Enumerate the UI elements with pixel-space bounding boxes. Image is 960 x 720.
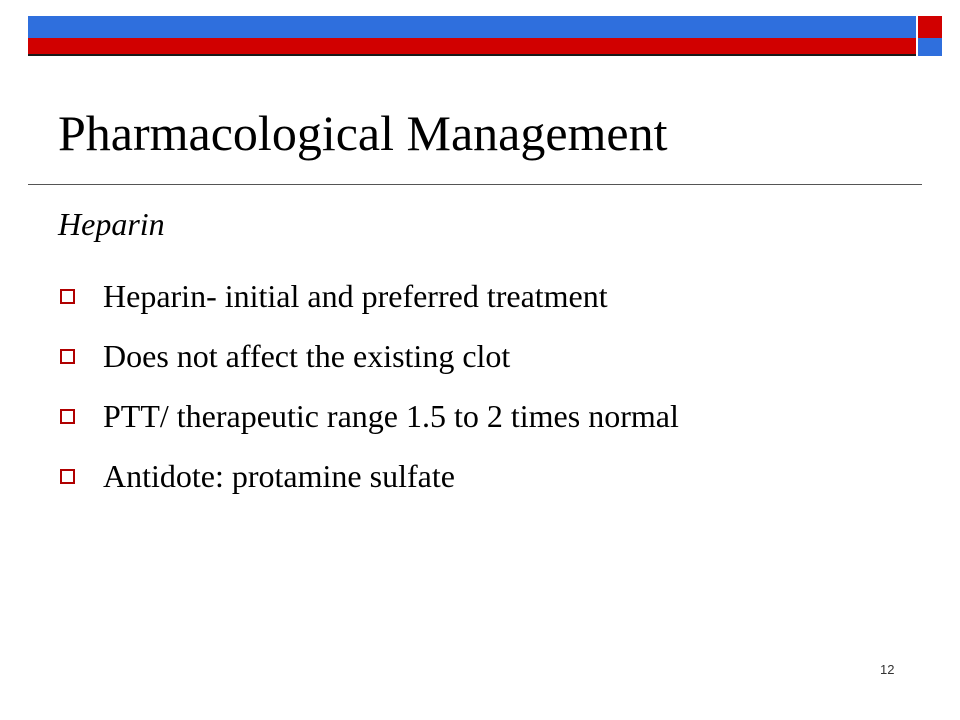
hollow-square-bullet-icon bbox=[60, 409, 75, 424]
slide-title: Pharmacological Management bbox=[58, 105, 668, 161]
bullet-list bbox=[60, 266, 679, 506]
slide-subheading: Heparin bbox=[58, 206, 165, 242]
header-bar-blue bbox=[28, 16, 916, 38]
header-bar-line bbox=[28, 54, 916, 56]
hollow-square-bullet-icon bbox=[60, 289, 75, 304]
page-number: 12 bbox=[880, 662, 895, 677]
bullet-item bbox=[60, 326, 679, 386]
bullet-text: Heparin- initial and preferred treatment bbox=[103, 278, 608, 314]
bullet-text: Antidote: protamine sulfate bbox=[103, 458, 455, 494]
bullet-item bbox=[60, 446, 679, 506]
bullet-item bbox=[60, 266, 679, 326]
corner-block-red bbox=[918, 16, 942, 38]
bullet-text: PTT/ therapeutic range 1.5 to 2 times normal bbox=[103, 398, 679, 434]
title-divider bbox=[28, 184, 922, 185]
header-bar-red bbox=[28, 38, 916, 54]
bullet-item bbox=[60, 386, 679, 446]
hollow-square-bullet-icon bbox=[60, 469, 75, 484]
hollow-square-bullet-icon bbox=[60, 349, 75, 364]
bullet-text: Does not affect the existing clot bbox=[103, 338, 511, 374]
corner-block-blue bbox=[918, 38, 942, 56]
